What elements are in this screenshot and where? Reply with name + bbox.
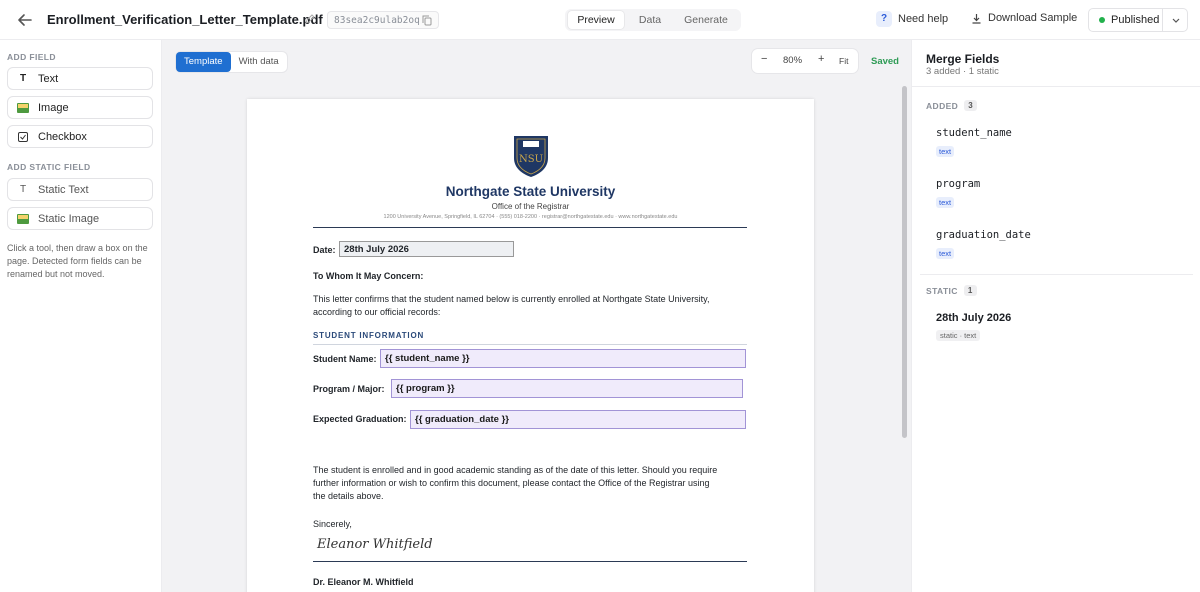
program-field[interactable]: {{ program }} — [391, 379, 743, 398]
added-label: ADDED — [926, 100, 959, 111]
tool-label: Text — [38, 72, 59, 85]
section-divider — [313, 344, 747, 345]
signature: Eleanor Whitfield — [317, 537, 433, 552]
tool-label: Static Text — [38, 183, 89, 196]
intro-line: according to our official records: — [313, 307, 441, 317]
mode-template[interactable]: Template — [176, 52, 231, 72]
hash-text: 83sea2c9ulab2oq — [334, 15, 420, 26]
mode-with-data[interactable]: With data — [238, 56, 279, 67]
fit-button[interactable]: Fit — [839, 56, 849, 66]
static-section-heading — [926, 285, 977, 296]
text-icon: T — [19, 184, 27, 195]
need-help-button[interactable] — [876, 11, 948, 27]
body-line: the details above. — [313, 491, 384, 501]
university-address: 1200 University Avenue, Springfield, IL 62704 · (555) 018-2200 · registrar@northgatestate.edu · www.northgatestate.edu — [383, 214, 678, 220]
graduation-label: Expected Graduation: — [313, 414, 407, 424]
graduation-date-field[interactable]: {{ graduation_date }} — [410, 410, 746, 429]
document-hash[interactable] — [327, 11, 439, 29]
zoom-out-button[interactable]: − — [761, 53, 768, 65]
date-label: Date: — [313, 245, 336, 255]
tab-data[interactable]: Data — [638, 14, 662, 26]
add-static-text-button[interactable] — [7, 178, 153, 201]
tab-preview[interactable]: Preview — [568, 11, 624, 29]
help-icon: ? — [876, 11, 892, 27]
office-name: Office of the Registrar — [491, 202, 570, 211]
tab-generate[interactable]: Generate — [684, 14, 728, 26]
divider — [912, 86, 1200, 87]
added-section-heading — [926, 100, 977, 111]
panel-subtitle: 3 added · 1 static — [926, 66, 999, 77]
intro-line: This letter confirms that the student named below is currently enrolled at Northgate State University, — [313, 294, 710, 304]
static-label: STATIC — [926, 285, 958, 296]
tool-hint: Click a tool, then draw a box on the page. Detected form fields can be renamed but not moved. — [7, 243, 148, 279]
back-arrow-icon[interactable] — [16, 11, 34, 29]
status-dot-icon — [1099, 17, 1105, 23]
published-dropdown[interactable] — [1088, 8, 1188, 32]
divider — [1162, 9, 1163, 31]
field-type-badge: text — [936, 146, 954, 157]
download-sample-button[interactable] — [971, 12, 1077, 24]
university-crest-icon — [512, 134, 550, 178]
copy-icon[interactable] — [422, 15, 432, 26]
student-name-label: Student Name: — [313, 354, 377, 364]
tool-label: Static Image — [38, 212, 100, 225]
static-field-value[interactable]: 28th July 2026 — [936, 312, 1012, 324]
logo-monogram: NSU — [518, 154, 544, 165]
merge-field-name[interactable]: student_name — [936, 127, 1012, 139]
image-icon — [17, 102, 29, 114]
field-type-badge: text — [936, 248, 954, 259]
add-static-field-heading: ADD STATIC FIELD — [7, 162, 91, 172]
signature-line — [313, 561, 747, 562]
signer-name: Dr. Eleanor M. Whitfield — [313, 577, 414, 587]
tool-label: Checkbox — [38, 130, 87, 143]
university-name: Northgate State University — [445, 184, 616, 199]
mode-toggle — [176, 52, 287, 72]
add-image-field-button[interactable] — [7, 96, 153, 119]
header-divider — [313, 227, 747, 228]
download-sample-label: Download Sample — [988, 12, 1078, 24]
program-label: Program / Major: — [313, 384, 385, 394]
divider — [920, 274, 1193, 275]
tools-sidebar — [0, 40, 162, 592]
letter-page[interactable] — [247, 99, 814, 592]
zoom-level: 80% — [783, 55, 803, 66]
chevron-down-icon[interactable] — [1171, 15, 1181, 25]
static-type-badge: static · text — [936, 330, 980, 341]
merge-fields-panel — [911, 40, 1200, 592]
added-count-badge: 3 — [964, 100, 977, 111]
text-icon: T — [19, 73, 27, 84]
zoom-controls — [752, 49, 858, 73]
top-bar — [0, 0, 1200, 40]
merge-field-name[interactable]: program — [936, 178, 981, 190]
student-info-heading: STUDENT INFORMATION — [313, 331, 425, 340]
panel-title: Merge Fields — [926, 52, 1000, 66]
published-label: Published — [1111, 14, 1160, 26]
saved-indicator: Saved — [871, 56, 899, 67]
date-static-field[interactable]: 28th July 2026 — [339, 241, 514, 257]
checkbox-icon — [17, 131, 29, 143]
add-checkbox-field-button[interactable] — [7, 125, 153, 148]
add-text-field-button[interactable] — [7, 67, 153, 90]
field-type-badge: text — [936, 197, 954, 208]
download-icon — [971, 13, 982, 24]
add-static-image-button[interactable] — [7, 207, 153, 230]
student-name-field[interactable]: {{ student_name }} — [380, 349, 746, 368]
salutation: To Whom It May Concern: — [313, 271, 424, 281]
static-count-badge: 1 — [964, 285, 977, 296]
zoom-in-button[interactable]: + — [818, 53, 825, 65]
add-field-heading: ADD FIELD — [7, 52, 56, 62]
editor-canvas[interactable] — [162, 40, 911, 592]
body-line: The student is enrolled and in good academic standing as of the date of this letter. Should you require — [313, 465, 718, 475]
tool-label: Image — [38, 101, 69, 114]
image-icon — [17, 213, 29, 225]
merge-field-name[interactable]: graduation_date — [936, 229, 1031, 241]
closing: Sincerely, — [313, 519, 352, 529]
pencil-icon[interactable] — [304, 13, 316, 25]
body-line: further information or wish to confirm this document, please contact the Office of the Registrar using — [313, 478, 710, 488]
need-help-label: Need help — [898, 13, 949, 25]
scrollbar[interactable] — [902, 86, 907, 438]
view-tabs — [565, 9, 741, 31]
file-name: Enrollment_Verification_Letter_Template.pdf — [47, 12, 323, 27]
